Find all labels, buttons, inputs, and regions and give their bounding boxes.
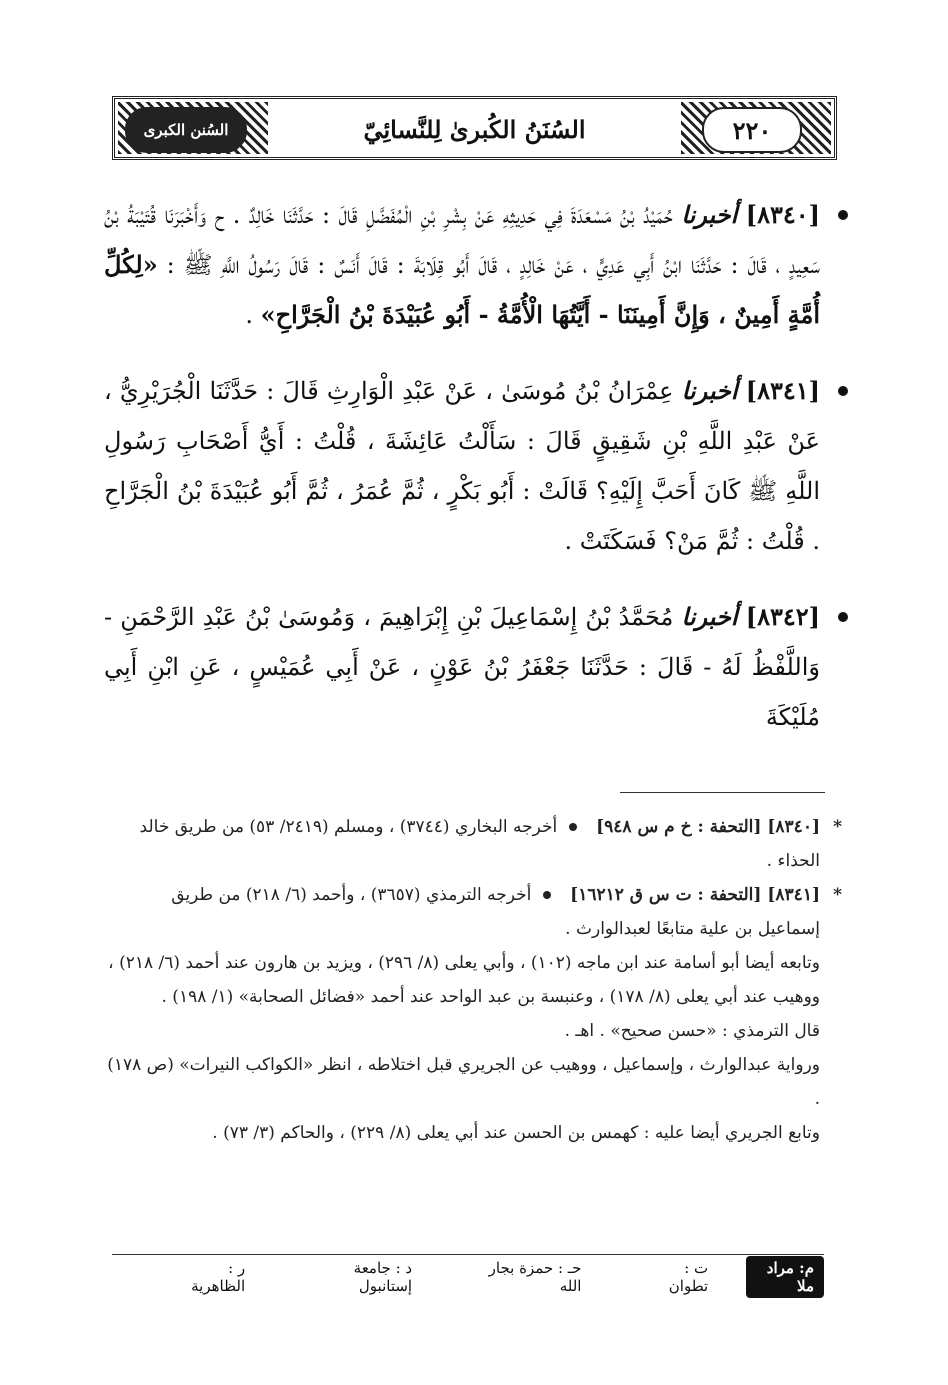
manuscript-r: ر : الظاهرية: [191, 1259, 246, 1295]
hadith-text: عِمْرَانُ بْنُ مُوسَىٰ ، عَنْ عَبْدِ الْوَارِثِ قَالَ : حَدَّثَنَا الْجُرَيْرِيُّ ، عَنْ عَبْدِ اللَّهِ بْنِ شَقِيقٍ قَالَ : سَأَلْتُ عَائِشَةَ ، قُلْتُ : أَيُّ أَصْحَابِ رَسُولِ اللَّهِ ﷺ كَانَ أَحَبَّ إِلَيْهِ؟ قَالَتْ : أَبُو بَكْرٍ ، ثُمَّ عُمَرُ ، ثُمَّ أَبُو عُبَيْدَةَ بْنُ الْجَرَّاحِ . قُلْتُ : ثُمَّ مَنْ؟ فَسَكَتَتْ .: [104, 377, 820, 555]
akhbarana: أخبرنا: [681, 200, 738, 229]
header-seal: السُنن الكبرى: [125, 107, 247, 153]
footnote-8341: [104, 878, 842, 946]
asterisk: *: [833, 817, 842, 837]
page-title: السُنَنُ الكُبرىٰ لِلنَّسائِيّ: [363, 114, 586, 144]
footnote-8340: [104, 810, 842, 878]
footnote-paragraph: قال الترمذي : «حسن صحيح» . اهـ .: [564, 1021, 820, 1041]
main-text: [104, 190, 842, 768]
bullet-icon: [569, 823, 577, 831]
footnote-text: أخرجه الترمذي (٣٦٥٧) ، وأحمد (٦/ ٢١٨) من طريق إسماعيل بن علية متابعًا لعبدالوارث .: [171, 885, 820, 939]
manuscript-m: م: مراد ملا: [746, 1256, 824, 1298]
hadith-number: [٨٣٤١]: [745, 376, 820, 405]
page-number: ٢٢٠: [702, 107, 802, 153]
footnote-ref: [٨٣٤٠] [التحفة : خ م س ٩٤٨]: [596, 817, 820, 837]
hadith-8341: [104, 366, 842, 566]
hadith-quote: «لِكُلِّ أُمَّةٍ أَمِينٌ ، وَإِنَّ أَمِينَنَا - أَيَّتُهَا الْأُمَّةُ - أَبُو عُبَيْدَةَ بْنُ الْجَرَّاحِ»: [104, 250, 820, 329]
footer-divider: [112, 1254, 824, 1255]
hadith-number: [٨٣٤٢]: [745, 602, 820, 631]
hadith-number: [٨٣٤٠]: [745, 200, 820, 229]
footnote-paragraph: وتابعه أيضا أبو أسامة عند ابن ماجه (١٠٢) ، وأبي يعلى (٨/ ٢٩٦) ، ويزيد بن هارون عند أحمد (٦/ ٢١٨) ، ووهيب عند أبي يعلى (٨/ ١٧٨) ، وعنبسة بن عبد الواحد عند أحمد «فضائل الصحابة» (١/ ١٩٨) .: [108, 953, 820, 1007]
bullet-icon: [838, 386, 848, 396]
footnote-paragraph: ورواية عبدالوارث ، وإسماعيل ، ووهيب عن الجريري قبل اختلاطه ، انظر «الكواكب النيرات» (ص ١٧٨) .: [107, 1055, 820, 1109]
footnote-text: أخرجه البخاري (٣٧٤٤) ، ومسلم (٢٤١٩/ ٥٣) من طريق خالد الحذاء .: [139, 817, 820, 871]
footnote-divider: [620, 792, 825, 793]
manuscript-t: ت : تطوان: [668, 1259, 709, 1295]
hadith-end: .: [245, 301, 253, 329]
manuscript-d: د : جامعة إستانبول: [353, 1259, 413, 1295]
footnotes: [104, 810, 842, 1150]
hadith-8342: [104, 592, 842, 742]
akhbarana: أخبرنا: [681, 376, 738, 405]
asterisk: *: [833, 885, 842, 905]
bullet-icon: [838, 210, 848, 220]
page-header: [112, 96, 837, 160]
hadith-8340: [104, 190, 842, 340]
bullet-icon: [838, 612, 848, 622]
hadith-text: حُمَيْدُ بْنُ مَسْعَدَةَ فِي حَدِيثِهِ عَنْ بِشْرِ بْنِ الْمُفَضَّلِ قَالَ : حَدَّثَنَا خَالِدٌ . ح وَأَخْبَرَنَا قُتَيْبَةُ بْنُ سَعِيدٍ ، قَالَ : حَدَّثَنَا ابْنُ أَبِي عَدِيٍّ ، عَنْ خَالِدٍ ، قَالَ أَبُو قِلَابَةَ : قَالَ أَنَسٌ : قَالَ رَسُولُ اللَّهِ ﷺ :: [104, 201, 820, 279]
manuscript-legend: [112, 1259, 824, 1295]
manuscript-h: حـ : حمزة بجار الله: [488, 1259, 582, 1295]
bullet-icon: [543, 891, 551, 899]
footnote-paragraph: وتابع الجريري أيضا عليه : كهمس بن الحسن عند أبي يعلى (٨/ ٢٢٩) ، والحاكم (٣/ ٧٣) .: [212, 1123, 820, 1143]
hadith-text: مُحَمَّدُ بْنُ إِسْمَاعِيلَ بْنِ إِبْرَاهِيمَ ، وَمُوسَىٰ بْنُ عَبْدِ الرَّحْمَنِ - وَاللَّفْظُ لَهُ - قَالَ : حَدَّثَنَا جَعْفَرُ بْنُ عَوْنٍ ، عَنْ أَبِي عُمَيْسٍ ، عَنِ ابْنِ أَبِي مُلَيْكَةَ: [104, 603, 820, 731]
akhbarana: أخبرنا: [681, 602, 738, 631]
footnote-ref: [٨٣٤١] [التحفة : ت س ق ١٦٢١٢]: [570, 885, 820, 905]
